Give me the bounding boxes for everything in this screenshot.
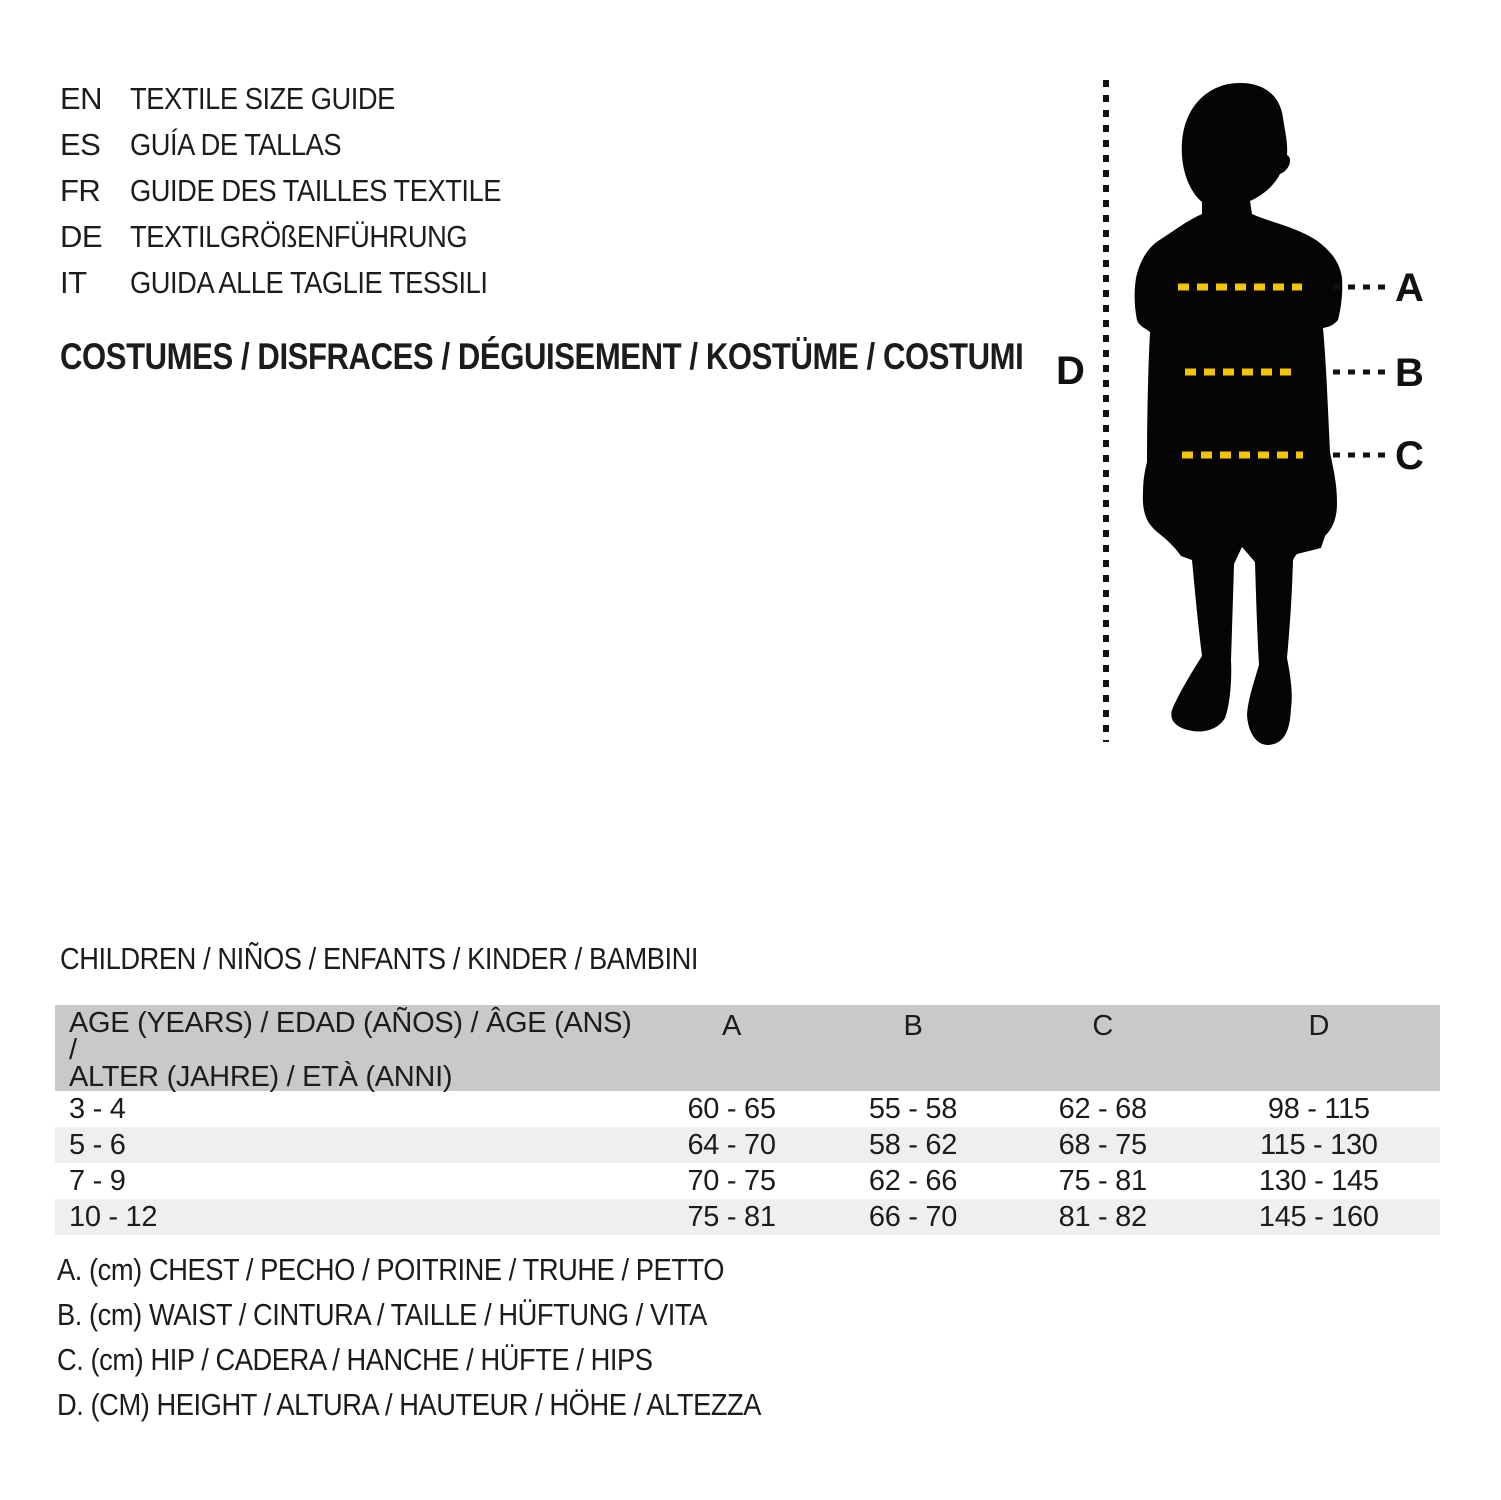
age-cell: 10 - 12 — [69, 1200, 158, 1233]
chest-cell: 70 - 75 — [687, 1164, 776, 1197]
hip-cell: 81 - 82 — [1058, 1200, 1147, 1233]
column-header-d: D — [1198, 1005, 1440, 1091]
language-code: EN — [60, 81, 103, 116]
language-code: ES — [60, 127, 101, 162]
age-cell: 7 - 9 — [69, 1164, 126, 1197]
measurement-figure — [1090, 60, 1430, 760]
language-title — [130, 81, 431, 117]
age-cell: 3 - 4 — [69, 1092, 126, 1125]
table-row — [55, 1091, 1440, 1127]
child-silhouette — [1135, 83, 1343, 745]
height-cell: 130 - 145 — [1258, 1164, 1379, 1197]
category-heading — [60, 336, 1207, 378]
waist-cell: 58 - 62 — [868, 1128, 958, 1161]
legend-item-text: C. (cm) HIP / CADERA / HANCHE / HÜFTE / HIPS — [57, 1341, 653, 1377]
section-title — [60, 941, 785, 977]
measure-label-waist: B — [1395, 351, 1424, 395]
language-row-es — [60, 122, 552, 168]
legend-item-height — [57, 1382, 857, 1427]
height-cell: 145 - 160 — [1258, 1200, 1379, 1233]
height-cell: 115 - 130 — [1259, 1128, 1378, 1161]
column-header-b: B — [818, 1005, 1008, 1091]
language-row-en — [60, 76, 552, 122]
waist-cell: 55 - 58 — [868, 1092, 958, 1125]
language-code: DE — [60, 219, 103, 254]
child-silhouette-graphic — [1090, 60, 1430, 760]
legend-item-text: A. (cm) CHEST / PECHO / POITRINE / TRUHE / PETTO — [57, 1251, 725, 1287]
legend-item-text: D. (CM) HEIGHT / ALTURA / HAUTEUR / HÖHE / ALTEZZA — [57, 1386, 762, 1422]
legend-item-waist — [57, 1292, 857, 1337]
size-table-body — [55, 1091, 1440, 1235]
language-title-text: GUIDE DES TAILLES TEXTILE — [130, 173, 502, 208]
language-row-it — [60, 260, 552, 306]
category-heading-text: COSTUMES / DISFRACES / DÉGUISEMENT / KOSTÜME / COSTUMI — [60, 336, 1024, 377]
age-header-line2: ALTER (JAHRE) / ETÀ (ANNI) — [69, 1061, 453, 1093]
language-code: FR — [60, 173, 101, 208]
header-row — [55, 1005, 1440, 1091]
measurement-legend — [57, 1247, 857, 1427]
age-column-header — [55, 1005, 645, 1091]
legend-item-hip — [57, 1337, 857, 1382]
size-table — [55, 1005, 1440, 1235]
hip-cell: 62 - 68 — [1058, 1092, 1147, 1125]
age-header-line1: AGE (YEARS) / EDAD (AÑOS) / ÂGE (ANS) / — [69, 1007, 632, 1066]
language-title-text: TEXTILE SIZE GUIDE — [130, 81, 395, 116]
legend-item-chest — [57, 1247, 857, 1292]
measure-label-height: D — [1056, 349, 1085, 393]
age-cell: 5 - 6 — [69, 1128, 126, 1161]
waist-cell: 62 - 66 — [868, 1164, 958, 1197]
measure-label-chest: A — [1395, 266, 1424, 310]
language-title-text: TEXTILGRÖßENFÜHRUNG — [130, 219, 468, 254]
measure-label-hip: C — [1395, 434, 1424, 478]
language-title-text: GUIDA ALLE TAGLIE TESSILI — [130, 265, 488, 300]
column-header-c: C — [1008, 1005, 1198, 1091]
waist-cell: 66 - 70 — [868, 1200, 958, 1233]
table-row — [55, 1127, 1440, 1163]
table-row — [55, 1199, 1440, 1235]
language-title — [130, 219, 513, 255]
language-title-list — [60, 76, 552, 306]
language-row-de — [60, 214, 552, 260]
language-title — [130, 173, 552, 209]
hip-cell: 68 - 75 — [1058, 1128, 1147, 1161]
legend-item-text: B. (cm) WAIST / CINTURA / TAILLE / HÜFTUNG / VITA — [57, 1296, 707, 1332]
column-header-a: A — [645, 1005, 818, 1091]
chest-cell: 64 - 70 — [687, 1128, 776, 1161]
language-row-fr — [60, 168, 552, 214]
chest-cell: 75 - 81 — [687, 1200, 776, 1233]
language-code: IT — [60, 265, 87, 300]
language-title-text: GUÍA DE TALLAS — [130, 127, 342, 162]
language-title — [130, 265, 536, 301]
chest-cell: 60 - 65 — [687, 1092, 776, 1125]
height-cell: 98 - 115 — [1267, 1092, 1370, 1125]
language-title — [130, 127, 370, 163]
section-title-text: CHILDREN / NIÑOS / ENFANTS / KINDER / BAMBINI — [60, 941, 699, 976]
size-table-header — [55, 1005, 1440, 1091]
hip-cell: 75 - 81 — [1058, 1164, 1147, 1197]
table-row — [55, 1163, 1440, 1199]
